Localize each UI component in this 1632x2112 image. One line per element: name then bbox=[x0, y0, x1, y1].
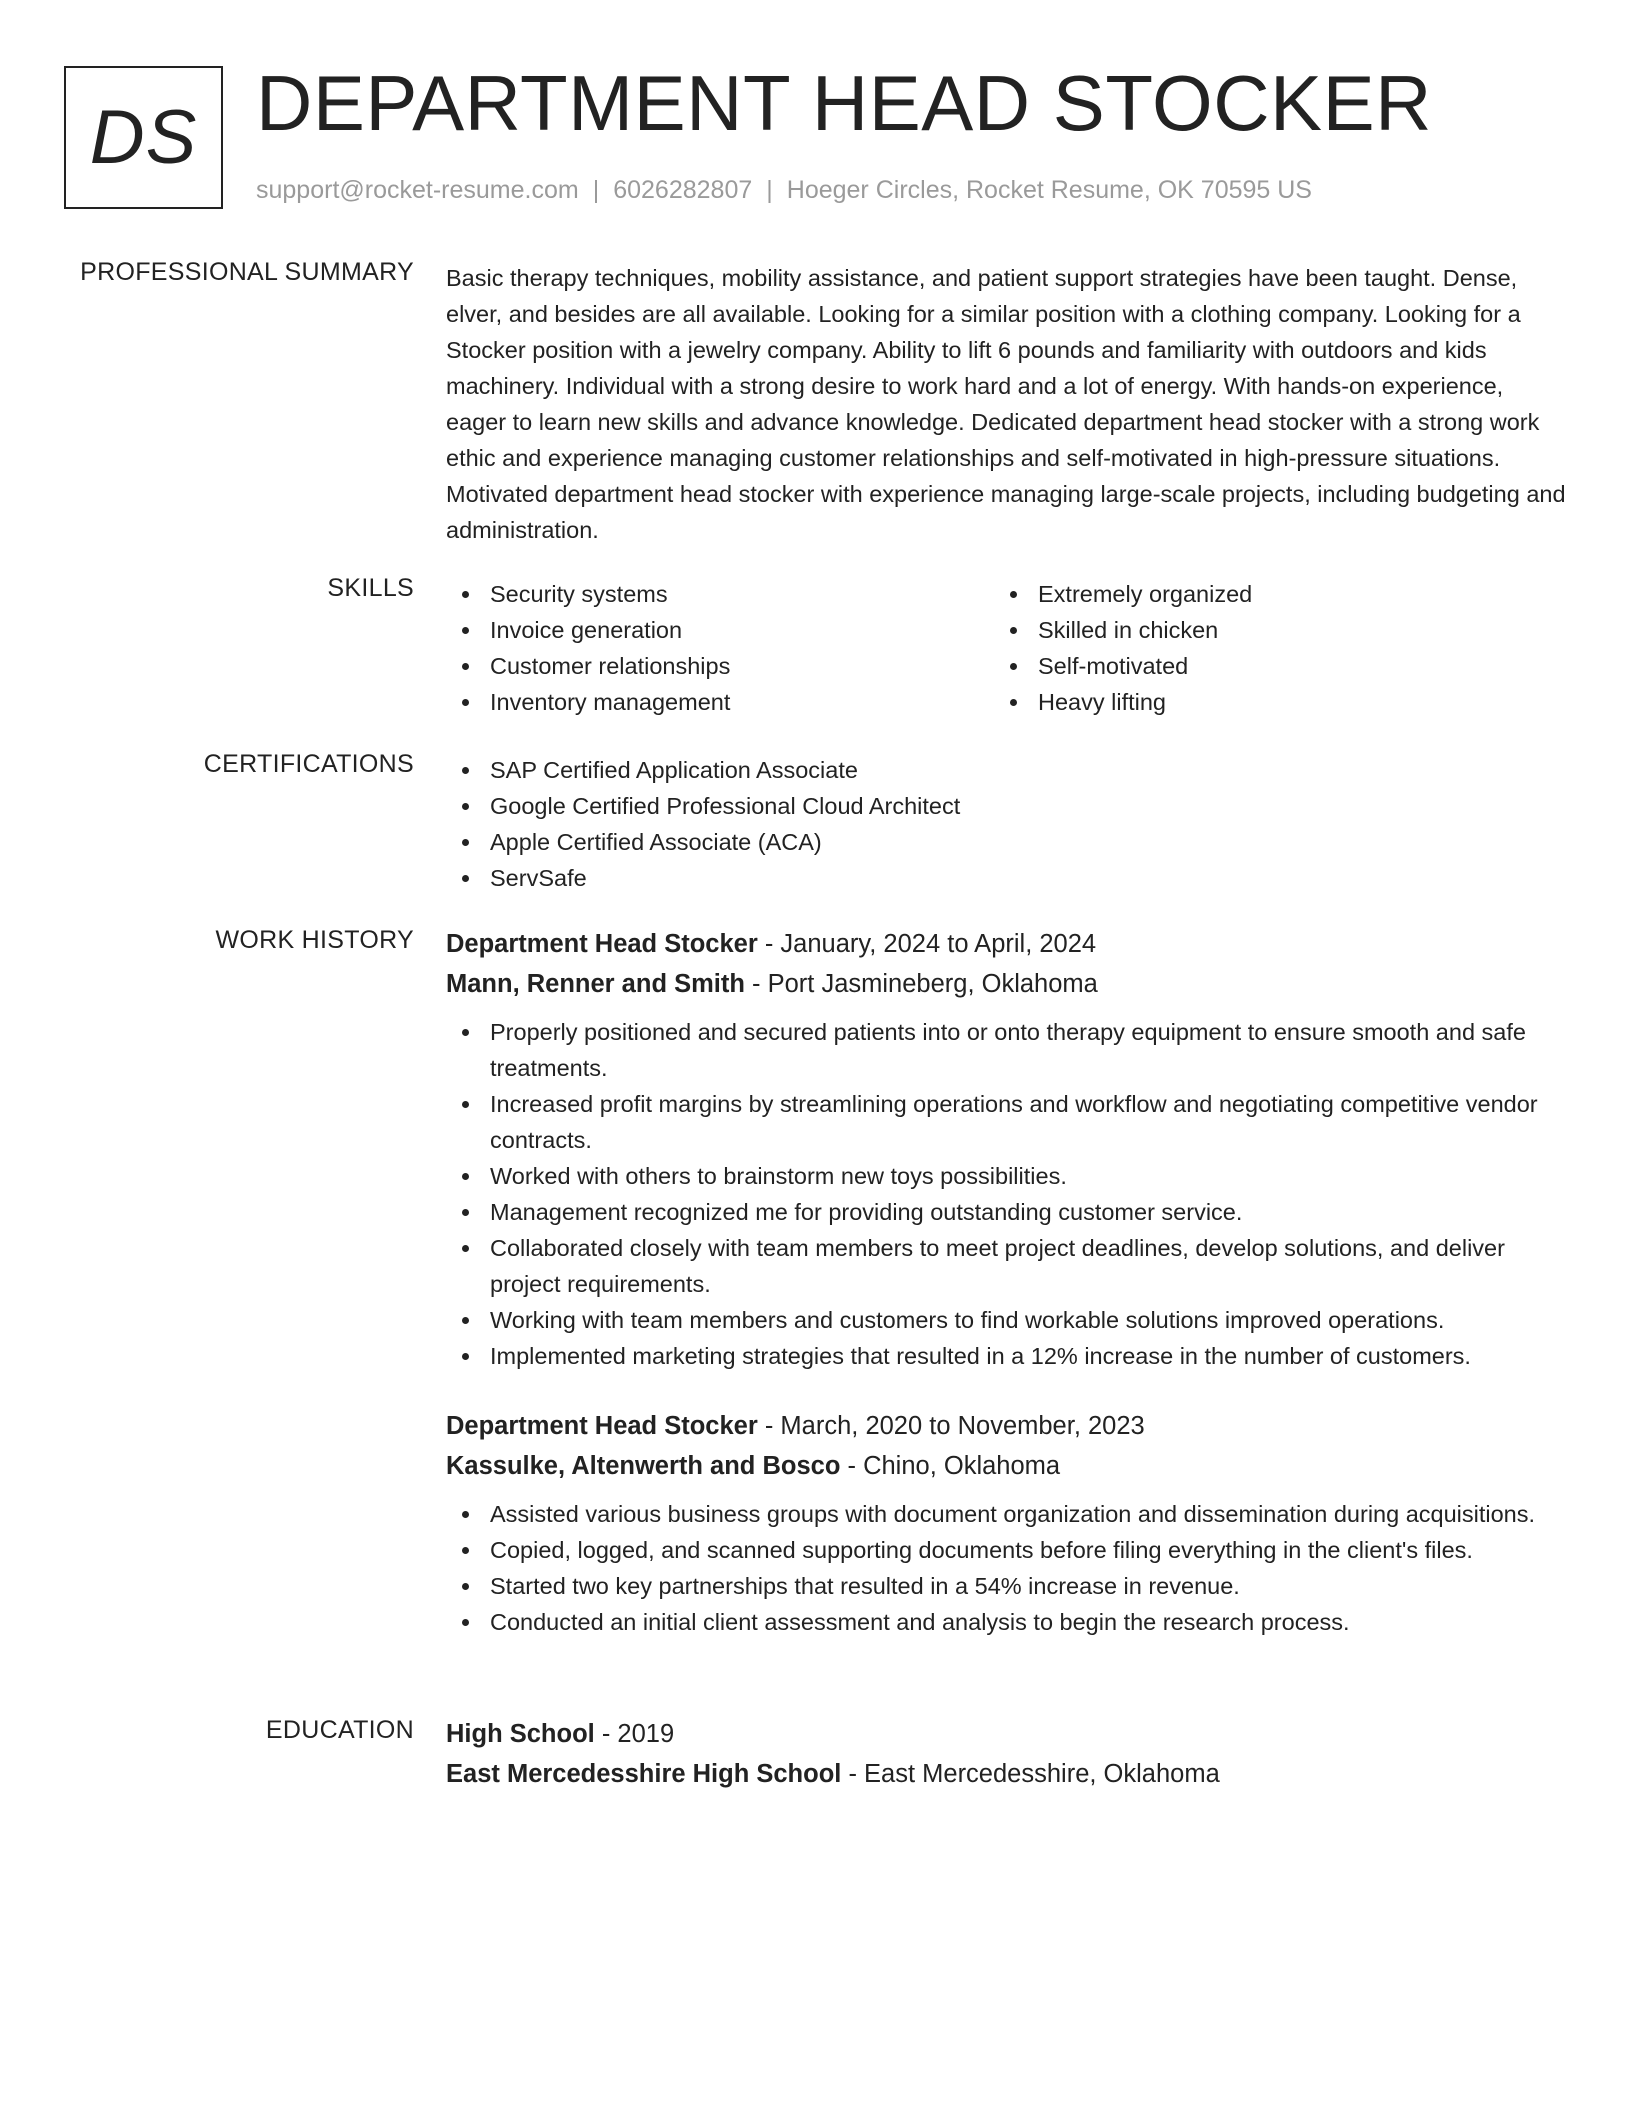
list-item: Properly positioned and secured patients into or onto therapy equipment to ensure smooth and safe treatments. bbox=[446, 1014, 1566, 1086]
contact-separator: | bbox=[592, 176, 600, 204]
list-item: Started two key partnerships that resulted in a 54% increase in revenue. bbox=[446, 1568, 1566, 1604]
section-heading: EDUCATION bbox=[265, 1716, 414, 1744]
list-item: Management recognized me for providing outstanding customer service. bbox=[446, 1194, 1566, 1230]
list-item: Security systems bbox=[446, 576, 994, 612]
job-duties-list bbox=[446, 1496, 1566, 1640]
job-entry bbox=[446, 924, 1566, 1374]
contact-line bbox=[256, 176, 1312, 205]
job-company-line bbox=[446, 1446, 1566, 1486]
job-company-line bbox=[446, 964, 1566, 1004]
list-item: Inventory management bbox=[446, 684, 994, 720]
list-item: Customer relationships bbox=[446, 648, 994, 684]
section-heading: PROFESSIONAL SUMMARY bbox=[80, 258, 414, 286]
education-year: - 2019 bbox=[594, 1720, 675, 1748]
list-item: Skilled in chicken bbox=[994, 612, 1542, 648]
list-item: Assisted various business groups with document organization and dissemination during acquisitions. bbox=[446, 1496, 1566, 1532]
list-item: SAP Certified Application Associate bbox=[446, 752, 1566, 788]
list-item: Google Certified Professional Cloud Architect bbox=[446, 788, 1566, 824]
certifications-list bbox=[446, 752, 1566, 896]
list-item: ServSafe bbox=[446, 860, 1566, 896]
list-item: Working with team members and customers to find workable solutions improved operations. bbox=[446, 1302, 1566, 1338]
education-degree-line bbox=[446, 1714, 1566, 1754]
list-item: Apple Certified Associate (ACA) bbox=[446, 824, 1566, 860]
skills-grid bbox=[446, 576, 1566, 720]
job-title-line bbox=[446, 924, 1566, 964]
job-location: - Port Jasmineberg, Oklahoma bbox=[744, 970, 1098, 998]
job-title-line bbox=[446, 1406, 1566, 1446]
summary-text: Basic therapy techniques, mobility assistance, and patient support strategies have been taught. Dense, elver, and besides are all available. Looking for a similar position with a clothing company. Looking for a Stocker position with a jewelry company. Ability to lift 6 pounds and familiarity with outdoors and kids machinery. Individual with a strong desire to work hard and a lot of energy. With hands-on experience, eager to learn new skills and advance knowledge. Dedicated department head stocker with a strong work ethic and experience managing customer relationships and self-motivated in high-pressure situations. Motivated department head stocker with experience managing large-scale projects, including budgeting and administration. bbox=[446, 265, 1566, 543]
section-heading: CERTIFICATIONS bbox=[203, 750, 414, 778]
list-item: Increased profit margins by streamlining operations and workflow and negotiating competitive vendor contracts. bbox=[446, 1086, 1566, 1158]
list-item: Heavy lifting bbox=[994, 684, 1542, 720]
list-item: Collaborated closely with team members to meet project deadlines, develop solutions, and deliver project requirements. bbox=[446, 1230, 1566, 1302]
job-location: - Chino, Oklahoma bbox=[840, 1452, 1061, 1480]
list-item: Conducted an initial client assessment and analysis to begin the research process. bbox=[446, 1604, 1566, 1640]
job-title: Department Head Stocker bbox=[446, 1412, 758, 1440]
education-location: - East Mercedesshire, Oklahoma bbox=[841, 1760, 1220, 1788]
section-heading: SKILLS bbox=[327, 574, 414, 602]
skills-column-2 bbox=[994, 576, 1542, 720]
job-duties-list bbox=[446, 1014, 1566, 1374]
list-item: Implemented marketing strategies that resulted in a 12% increase in the number of customers. bbox=[446, 1338, 1566, 1374]
job-dates: - March, 2020 to November, 2023 bbox=[757, 1412, 1145, 1440]
list-item: Extremely organized bbox=[994, 576, 1542, 612]
monogram-logo: DS bbox=[64, 66, 223, 209]
job-company: Mann, Renner and Smith bbox=[446, 970, 745, 998]
list-item: Self-motivated bbox=[994, 648, 1542, 684]
job-dates: - January, 2024 to April, 2024 bbox=[757, 930, 1097, 958]
job-entry bbox=[446, 1406, 1566, 1640]
job-title: Department Head Stocker bbox=[446, 930, 758, 958]
contact-separator: | bbox=[766, 176, 773, 204]
contact-email[interactable]: support@rocket-resume.com bbox=[256, 176, 579, 204]
education-school: East Mercedesshire High School bbox=[446, 1760, 842, 1788]
job-company: Kassulke, Altenwerth and Bosco bbox=[446, 1452, 841, 1480]
contact-phone[interactable]: 6026282807 bbox=[613, 176, 753, 204]
contact-address: Hoeger Circles, Rocket Resume, OK 70595 US bbox=[786, 176, 1312, 204]
list-item: Worked with others to brainstorm new toys possibilities. bbox=[446, 1158, 1566, 1194]
page-title: DEPARTMENT HEAD STOCKER bbox=[256, 59, 1432, 147]
list-item: Invoice generation bbox=[446, 612, 994, 648]
education-degree: High School bbox=[446, 1720, 595, 1748]
education-school-line bbox=[446, 1754, 1566, 1794]
section-heading: WORK HISTORY bbox=[215, 926, 414, 954]
list-item: Copied, logged, and scanned supporting documents before filing everything in the client's files. bbox=[446, 1532, 1566, 1568]
skills-column-1 bbox=[446, 576, 994, 720]
